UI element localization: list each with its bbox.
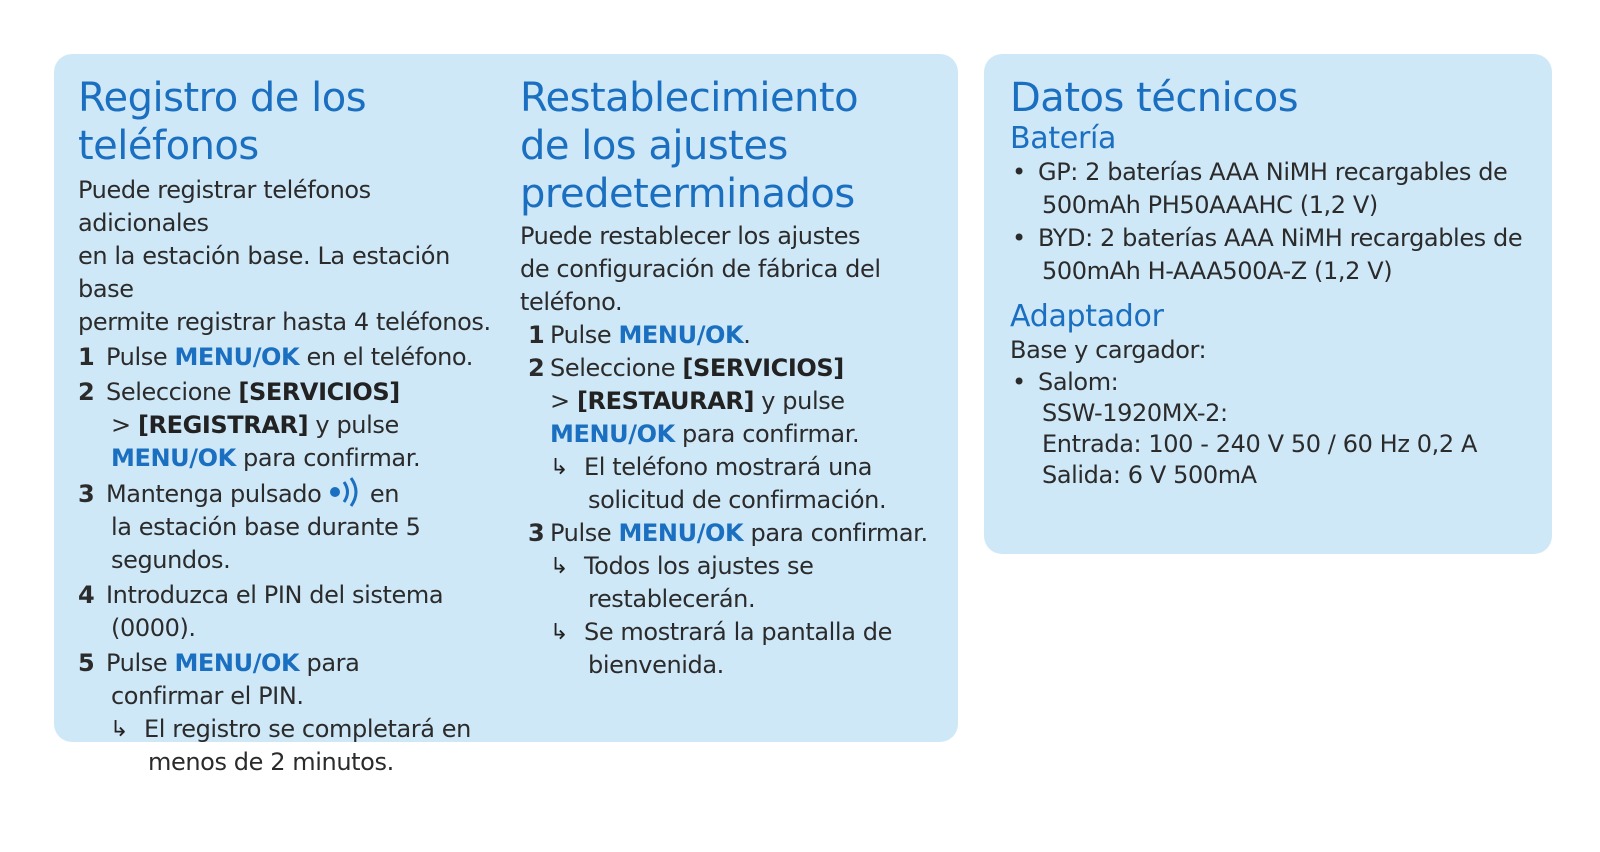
result-arrow-icon: ↳ (550, 554, 569, 579)
step-text: Pulse (550, 519, 619, 547)
title-line: predeterminados (520, 171, 855, 217)
result-text: El registro se completará en (144, 715, 471, 743)
result-text: menos de 2 minutos. (148, 748, 394, 776)
menu-ok-key: MENU/OK (550, 420, 675, 448)
adapter-intro: Base y cargador: (1010, 336, 1207, 364)
result-note (550, 451, 940, 517)
result-text: El teléfono mostrará una (584, 453, 873, 481)
step-1 (528, 319, 940, 352)
registration-section (78, 74, 498, 779)
bullet-icon: • (1012, 224, 1026, 252)
adapter-heading: Adaptador (1010, 299, 1164, 334)
reset-intro (520, 220, 940, 319)
item-text: Salom: (1038, 368, 1119, 396)
battery-list (1010, 156, 1540, 288)
intro-line: de configuración de fábrica del (520, 255, 881, 283)
reset-title (520, 74, 940, 218)
menu-item-servicios: [SERVICIOS] (682, 354, 844, 382)
intro-line: Puede registrar teléfonos adicionales (78, 176, 371, 237)
step-number: 3 (528, 519, 545, 547)
step-text: Seleccione (106, 378, 239, 406)
step-text: Pulse (550, 321, 619, 349)
menu-item-registrar: [REGISTRAR] (137, 411, 309, 439)
result-arrow-icon: ↳ (550, 620, 569, 645)
list-item (1010, 222, 1540, 288)
step-text: para confirmar. (674, 420, 860, 448)
item-text: Entrada: 100 - 240 V 50 / 60 Hz 0,2 A (1042, 430, 1477, 458)
step-3 (528, 517, 940, 682)
tech-data-title: Datos técnicos (1010, 75, 1299, 121)
result-text: Se mostrará la pantalla de (584, 618, 892, 646)
result-arrow-icon: ↳ (110, 717, 129, 742)
result-note (550, 616, 940, 682)
step-text: y pulse (308, 411, 399, 439)
step-number: 2 (78, 378, 95, 406)
tech-data-section (1010, 74, 1540, 491)
step-text: en (362, 480, 400, 508)
step-text: Pulse (106, 649, 175, 677)
step-text: para confirmar. (235, 444, 421, 472)
step-text: la estación base durante 5 (111, 513, 421, 541)
step-number: 5 (78, 649, 95, 677)
step-number: 2 (528, 354, 545, 382)
step-text: para (299, 649, 360, 677)
item-text: SSW-1920MX-2: (1042, 399, 1228, 427)
step-2 (78, 376, 498, 475)
step-4 (78, 579, 498, 645)
menu-ok-key: MENU/OK (174, 649, 300, 677)
title-line: teléfonos (78, 123, 259, 169)
result-note (550, 550, 940, 616)
step-text: en el teléfono. (299, 343, 474, 371)
step-text: (0000). (111, 614, 196, 642)
result-arrow-icon: ↳ (550, 455, 569, 480)
step-text: Pulse (106, 343, 175, 371)
step-text: . (743, 321, 751, 349)
menu-ok-key: MENU/OK (174, 343, 300, 371)
menu-ok-key: MENU/OK (618, 321, 744, 349)
reset-section (520, 74, 940, 682)
result-note (110, 713, 498, 779)
title-line: Registro de los (78, 75, 367, 121)
step-1 (78, 341, 498, 374)
step-3 (78, 477, 498, 577)
step-number: 1 (78, 343, 95, 371)
registration-intro (78, 174, 498, 339)
item-text: BYD: 2 baterías AAA NiMH recargables de (1038, 224, 1523, 252)
registration-steps (78, 341, 498, 779)
registration-title (78, 74, 498, 170)
step-text: Seleccione (550, 354, 683, 382)
list-item (1010, 156, 1540, 222)
intro-line: Puede restablecer los ajustes (520, 222, 861, 250)
step-text: para confirmar. (743, 519, 928, 547)
step-number: 3 (78, 480, 95, 508)
step-text: y pulse (754, 387, 845, 415)
step-number: 4 (78, 581, 95, 609)
menu-item-restaurar: [RESTAURAR] (576, 387, 755, 415)
result-text: Todos los ajustes se (584, 552, 814, 580)
intro-line: en la estación base. La estación base (78, 242, 450, 303)
step-text: segundos. (111, 546, 231, 574)
bullet-icon: • (1012, 158, 1026, 186)
result-text: bienvenida. (588, 651, 724, 679)
intro-line: teléfono. (520, 288, 623, 316)
step-5 (78, 647, 498, 779)
result-text: restablecerán. (588, 585, 756, 613)
step-number: 1 (528, 321, 545, 349)
reset-steps (520, 319, 940, 682)
step-text: > (550, 387, 577, 415)
bullet-icon: • (1012, 368, 1026, 396)
battery-heading: Batería (1010, 121, 1117, 156)
menu-ok-key: MENU/OK (111, 444, 236, 472)
title-line: de los ajustes (520, 123, 788, 169)
item-text: Salida: 6 V 500mA (1042, 461, 1257, 489)
list-item (1010, 367, 1540, 491)
intro-line: permite registrar hasta 4 teléfonos. (78, 308, 491, 336)
title-line: Restablecimiento (520, 75, 859, 121)
step-text: > (111, 411, 138, 439)
item-text: 500mAh H-AAA500A-Z (1,2 V) (1042, 257, 1393, 285)
menu-item-servicios: [SERVICIOS] (238, 378, 400, 406)
result-text: solicitud de confirmación. (588, 486, 887, 514)
menu-ok-key: MENU/OK (618, 519, 744, 547)
step-text: Mantenga pulsado (106, 480, 329, 508)
step-text: Introduzca el PIN del sistema (106, 581, 444, 609)
adapter-info (1010, 334, 1540, 491)
item-text: GP: 2 baterías AAA NiMH recargables de (1038, 158, 1508, 186)
step-2 (528, 352, 940, 517)
item-text: 500mAh PH50AAAHC (1,2 V) (1042, 191, 1378, 219)
step-text: confirmar el PIN. (111, 682, 304, 710)
paging-button-icon (329, 477, 363, 507)
